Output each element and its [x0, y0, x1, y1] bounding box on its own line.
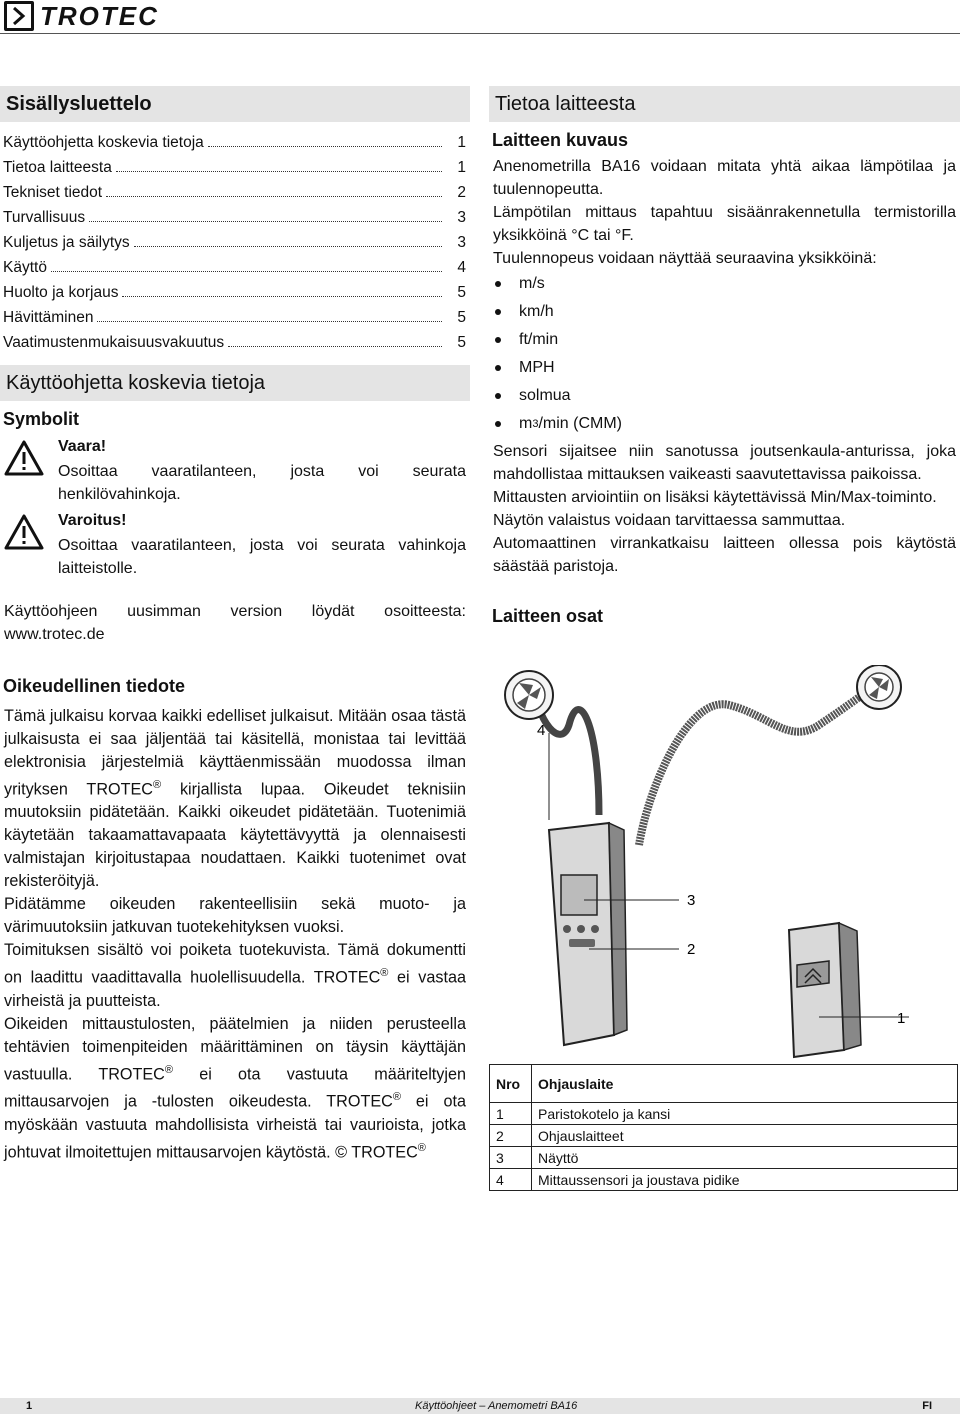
table-header-control: Ohjauslaite — [532, 1065, 958, 1103]
toc-item[interactable] — [0, 205, 470, 230]
toc-leader-dots — [89, 221, 442, 222]
table-cell: Paristokotelo ja kansi — [532, 1103, 958, 1125]
toc-item[interactable] — [0, 255, 470, 280]
brand-name: TROTEC — [40, 0, 159, 31]
toc-item-label: Hävittäminen — [3, 308, 94, 326]
toc-leader-dots — [97, 321, 442, 322]
unit-cmm-sup: 3 — [532, 418, 539, 430]
list-item: solmua — [495, 382, 960, 410]
warning-text: Osoittaa vaaratilanteen, josta voi seurata vahinkoja laitteistolle. — [58, 537, 466, 577]
toc-item-page: 2 — [457, 183, 466, 201]
device-p1: Anenometrilla BA16 voidaan mitata yhtä aikaa lämpötilaa ja tuulennopeutta. — [493, 158, 956, 198]
toc-leader-dots — [106, 196, 442, 197]
list-item: MPH — [495, 354, 960, 382]
manual-info-title: Käyttöohjetta koskevia tietoja — [0, 365, 470, 401]
registered-mark: ® — [392, 1091, 401, 1104]
toc-item[interactable] — [0, 155, 470, 180]
toc-leader-dots — [51, 271, 442, 272]
device-p7: Automaattinen virrankatkaisu laitteen ollessa pois käytöstä säästää paristoja. — [493, 535, 956, 575]
device-p2: Lämpötilan mittaus tapahtuu sisäänrakennetulla termistorilla yksikköinä °C tai °F. — [493, 204, 956, 244]
table-row — [490, 1169, 958, 1191]
toc-item-label: Tekniset tiedot — [3, 183, 103, 201]
toc-item-label: Kuljetus ja säilytys — [3, 233, 130, 251]
unit-cmm-rest: /min (CMM) — [538, 415, 622, 432]
legal-p3b: ei vastaa virheistä ja puutteista. — [4, 968, 466, 1010]
toc-item-label: Käyttöohjetta koskevia tietoja — [3, 133, 204, 151]
toc-item-label: Turvallisuus — [3, 208, 86, 226]
table-cell: 2 — [490, 1125, 532, 1147]
toc-item-label: Käyttö — [3, 258, 47, 276]
trotec-logo — [0, 0, 220, 32]
registered-mark: ® — [380, 967, 389, 980]
device-body — [549, 823, 861, 1057]
toc-item[interactable] — [0, 180, 470, 205]
warning-title: Vaara! — [58, 438, 107, 455]
device-p4: Sensori sijaitsee niin sanotussa joutsenkaula-anturissa, joka mahdollistaa mittauksen vaikeasti saavutettavissa paikoissa. — [493, 443, 956, 483]
toc-item-label: Huolto ja korjaus — [3, 283, 119, 301]
device-p3: Tuulennopeus voidaan näyttää seuraavina yksikköinä: — [493, 250, 877, 267]
page-footer — [0, 1398, 960, 1414]
device-p6: Näytön valaistus voidaan tarvittaessa sammuttaa. — [493, 512, 846, 529]
anemometer-illustration — [489, 665, 959, 1060]
symbols-title: Symbolit — [3, 409, 80, 429]
toc-leader-dots — [208, 146, 442, 147]
registered-mark: ® — [417, 1141, 426, 1154]
table-cell: Mittaussensori ja joustava pidike — [532, 1169, 958, 1191]
toc-item[interactable] — [0, 305, 470, 330]
callout-1: 1 — [897, 1010, 906, 1027]
page-number: 1 — [26, 1400, 33, 1412]
parts-title: Laitteen osat — [492, 606, 604, 626]
gooseneck-right — [639, 690, 869, 845]
warning-danger — [0, 438, 470, 506]
toc-item[interactable] — [0, 230, 470, 255]
device-p5: Mittausten arviointiin on lisäksi käytettävissä Min/Max-toiminto. — [493, 489, 937, 506]
toc-title: Sisällysluettelo — [0, 86, 470, 122]
toc-leader-dots — [134, 246, 442, 247]
table-row — [490, 1147, 958, 1169]
list-item: km/h — [495, 298, 960, 326]
registered-mark: ® — [152, 779, 162, 791]
legal-p4c: ei ota myöskään vastuuta mahdollisista virheistä tai vaurioista, jotka johtuvat ilmoitettujen mittausarvojen käytöstä. © TROTEC — [4, 1092, 466, 1161]
toc-item[interactable] — [0, 330, 470, 355]
display-screen — [561, 875, 597, 915]
toc-item[interactable] — [0, 280, 470, 305]
table-cell: 3 — [490, 1147, 532, 1169]
sensor-head-right — [857, 665, 901, 709]
table-cell: Näyttö — [532, 1147, 958, 1169]
table-cell: 1 — [490, 1103, 532, 1125]
table-row — [490, 1125, 958, 1147]
table-header-nro: Nro — [490, 1065, 532, 1103]
legal-p1: Tämä julkaisu korvaa kaikki edelliset julkaisut. Mitään osaa tästä julkaisusta ei saa jäljentää tai käsitellä, monistaa tai levittää elektronisia järjestelmiä käyttäenmissään muodossa ilman yrityksen TROTEC — [4, 707, 466, 799]
parts-table — [489, 1064, 958, 1191]
legal-notice — [0, 705, 470, 1164]
toc-item[interactable] — [0, 130, 470, 155]
toc-item-label: Vaatimustenmukaisuusvakuutus — [3, 333, 225, 351]
table-cell: 4 — [490, 1169, 532, 1191]
toc-item-page: 3 — [457, 233, 466, 251]
legal-p4a: Oikeiden mittaustulosten, päätelmien ja niiden perusteella tehtävien toimenpiteiden määrittäminen on täysin käyttäjän vastuulla. TROTEC — [4, 1014, 466, 1084]
callout-3: 3 — [687, 892, 696, 909]
toc-leader-dots — [116, 171, 442, 172]
warning-text: Osoittaa vaaratilanteen, josta voi seurata henkilövahinkoja. — [58, 463, 466, 503]
registered-mark: ® — [164, 1063, 173, 1076]
footer-title: Käyttöohjeet – Anemometri BA16 — [415, 1400, 578, 1412]
legal-p3a: Toimituksen sisältö voi poiketa tuotekuvista. Tämä dokumentti on laadittu vaadittavalla huolellisuudella. TROTEC — [4, 941, 466, 987]
list-item: ft/min — [495, 326, 960, 354]
table-row — [490, 1103, 958, 1125]
device-desc-title: Laitteen kuvaus — [492, 130, 629, 150]
toc-item-page: 5 — [457, 283, 466, 301]
unit-cmm-m: m — [519, 415, 533, 432]
chevron-right-icon — [4, 1, 34, 31]
list-item: m/s — [495, 270, 960, 298]
toc-item-page: 5 — [457, 308, 466, 326]
callout-2: 2 — [687, 941, 696, 958]
table-cell: Ohjauslaitteet — [532, 1125, 958, 1147]
header-divider — [0, 33, 960, 34]
language-code: FI — [922, 1400, 932, 1412]
units-list — [489, 270, 960, 438]
warning-triangle-icon — [0, 512, 58, 580]
toc-item-label: Tietoa laitteesta — [3, 158, 112, 176]
left-column — [0, 86, 470, 1164]
warning-title: Varoitus! — [58, 512, 127, 529]
toc-item-page: 1 — [457, 133, 466, 151]
toc-item-page: 3 — [457, 208, 466, 226]
toc-item-page: 1 — [457, 158, 466, 176]
legal-p1b: kirjallista lupaa. Oikeudet teknisiin muutoksiin pidätetään. Kaikki oikeudet pidätetään. Tuotenimiä käytetään takaamattavapaata käytettävyyttä ja olennaisesti valmistajan kirjoitustapaa noudattaen. Kaikki tuotenimet ovat rekisteröityjä. — [4, 780, 466, 891]
right-column — [489, 86, 960, 635]
toc-leader-dots — [228, 346, 442, 347]
toc-leader-dots — [122, 296, 442, 297]
legal-p2: Pidätämme oikeuden rakenteellisiin sekä muoto- ja värimuutoksiin jatkuvan tuotekehityksen vuoksi. — [4, 895, 466, 937]
legal-p4b: ei ota vastuuta määriteltyjen mittausarvojen ja -tulosten oikeudesta. TROTEC — [4, 1065, 466, 1111]
callout-4: 4 — [537, 722, 546, 739]
legal-title: Oikeudellinen tiedote — [3, 676, 186, 696]
warning-caution — [0, 512, 470, 580]
latest-version-text: Käyttöohjeen uusimman version löydät osoitteesta: www.trotec.de — [4, 603, 466, 643]
warning-triangle-icon — [0, 438, 58, 506]
toc-item-page: 5 — [457, 333, 466, 351]
device-info-title: Tietoa laitteesta — [489, 86, 960, 122]
toc-list — [0, 130, 470, 355]
sensor-head-left — [505, 671, 553, 719]
toc-item-page: 4 — [457, 258, 466, 276]
list-item — [495, 410, 960, 438]
